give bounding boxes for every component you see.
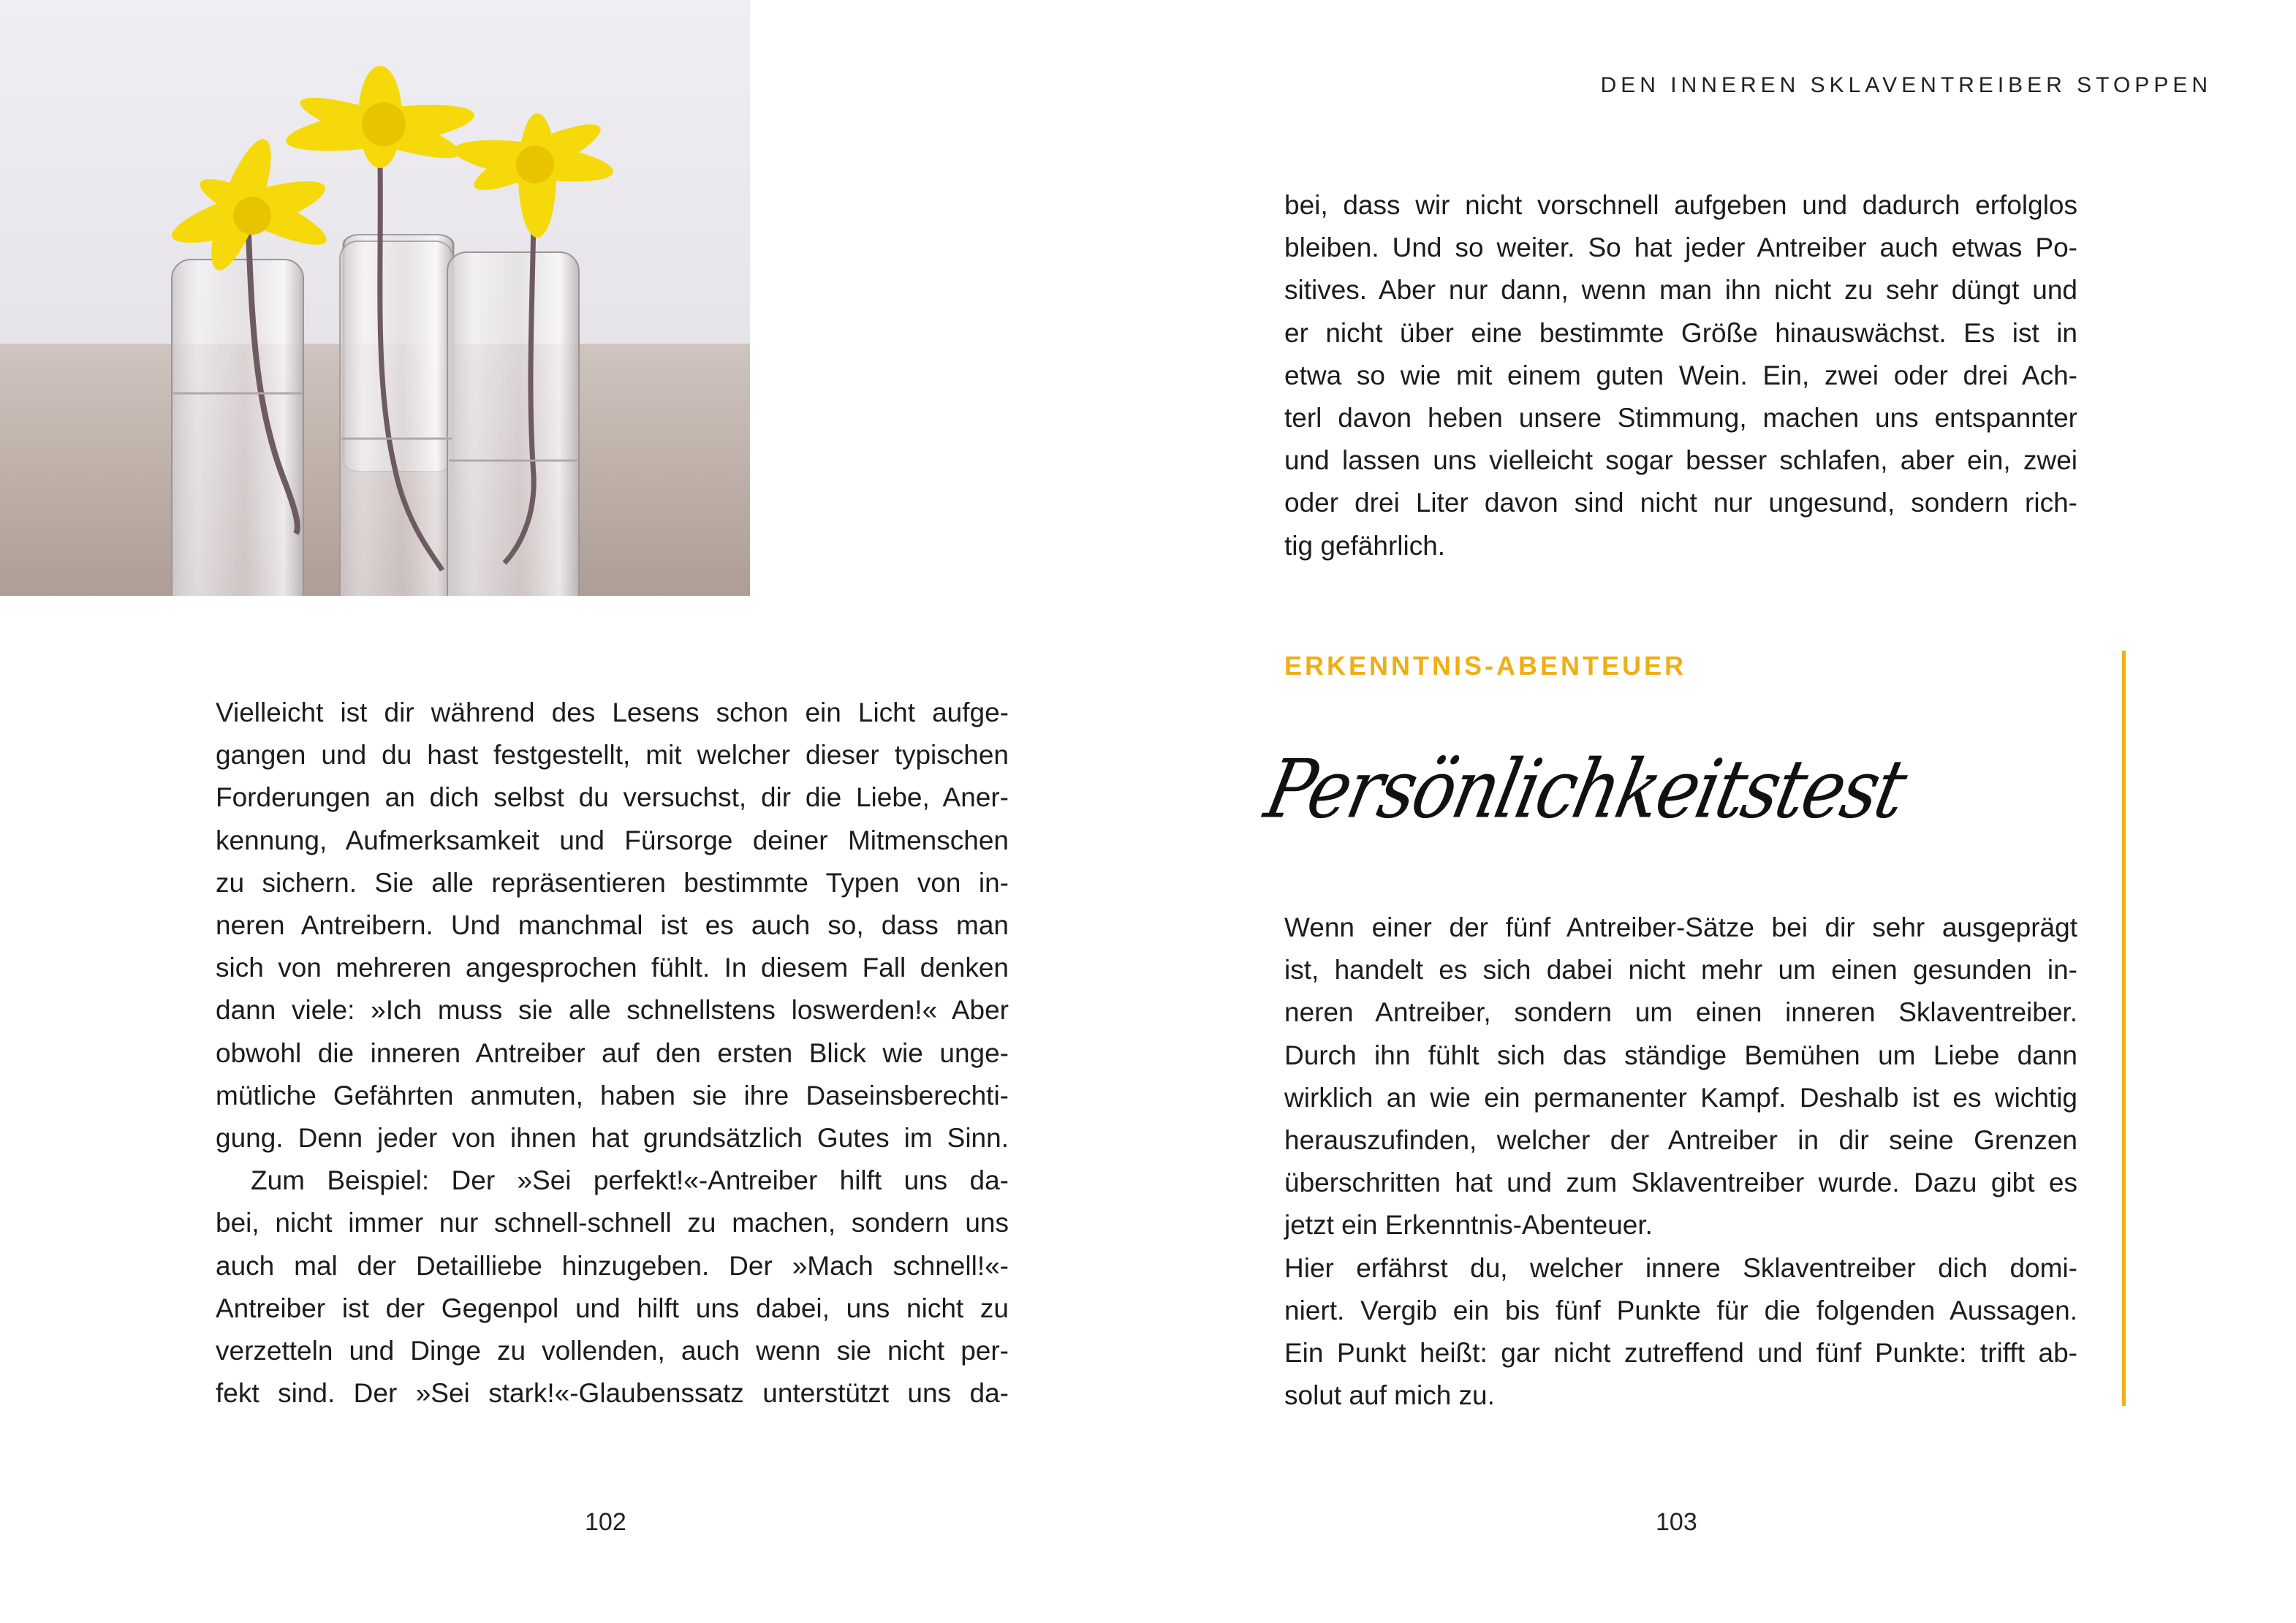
text-line: zu sichern. Sie alle repräsentieren bestimmte Typen von in- <box>216 867 1009 898</box>
text-line: neren Antreiber, sondern um einen inneren Sklaventreiber. <box>1284 997 2077 1028</box>
text-line: Ein Punkt heißt: gar nicht zutreffend und fünf Punkte: trifft ab- <box>1284 1338 2077 1369</box>
text-line: mütliche Gefährten anmuten, haben sie ihre Daseinsberechti- <box>216 1080 1009 1111</box>
text-line: dann viele: »Ich muss sie alle schnellstens loswerden!« Aber <box>216 995 1009 1026</box>
text-line: Zum Beispiel: Der »Sei perfekt!«-Antreiber hilft uns da- <box>251 1165 1009 1196</box>
accent-rule <box>2122 651 2126 1406</box>
paragraph <box>1284 907 2077 1247</box>
text-line: terl davon heben unsere Stimmung, machen uns entspannter <box>1284 403 2077 434</box>
text-line: etwa so wie mit einem guten Wein. Ein, zwei oder drei Ach- <box>1284 360 2077 390</box>
page-number-right: 103 <box>1656 1508 1697 1536</box>
text-line: oder drei Liter davon sind nicht nur ungesund, sondern rich- <box>1284 488 2077 518</box>
text-line: gangen und du hast festgestellt, mit welcher dieser typischen <box>216 740 1009 771</box>
left-page-body <box>216 692 1009 1415</box>
text-line: tig gefährlich. <box>1284 530 1446 561</box>
running-head: DEN INNEREN SKLAVENTREIBER STOPPEN <box>1600 73 2212 97</box>
text-line: Hier erfährst du, welcher innere Sklaventreiber dich domi- <box>1284 1252 2077 1283</box>
text-line: jetzt ein Erkenntnis-Abenteuer. <box>1284 1210 1653 1241</box>
text-line: Wenn einer der fünf Antreiber-Sätze bei dir sehr ausgeprägt <box>1284 912 2077 942</box>
flower-vials-photo <box>0 0 750 596</box>
text-line: Durch ihn fühlt sich das ständige Bemühen um Liebe dann <box>1284 1040 2077 1070</box>
photo-illustration <box>0 0 750 596</box>
paragraph <box>1284 1247 2077 1418</box>
text-line: auch mal der Detailliebe hinzugeben. Der »Mach schnell!«- <box>216 1250 1009 1281</box>
text-line: neren Antreibern. Und manchmal ist es auch so, dass man <box>216 910 1009 941</box>
text-line: ist, handelt es sich dabei nicht mehr um einen gesunden in- <box>1284 955 2077 985</box>
section-title: Persönlichkeitstest <box>1257 742 1913 836</box>
section-kicker: ERKENNTNIS-ABENTEUER <box>1284 651 1687 681</box>
text-line: obwohl die inneren Antreiber auf den ersten Blick wie unge- <box>216 1037 1009 1068</box>
text-line: Antreiber ist der Gegenpol und hilft uns dabei, uns nicht zu <box>216 1293 1009 1323</box>
text-line: verzetteln und Dinge zu vollenden, auch wenn sie nicht per- <box>216 1336 1009 1366</box>
text-line: solut auf mich zu. <box>1284 1380 1495 1411</box>
text-line: Forderungen an dich selbst du versuchst, dir die Liebe, Aner- <box>216 782 1009 813</box>
text-line: kennung, Aufmerksamkeit und Fürsorge deiner Mitmenschen <box>216 825 1009 855</box>
text-line: sitives. Aber nur dann, wenn man ihn nicht zu sehr düngt und <box>1284 275 2077 306</box>
text-line: herauszufinden, welcher der Antreiber in dir seine Grenzen <box>1284 1125 2077 1156</box>
text-line: bleiben. Und so weiter. So hat jeder Antreiber auch etwas Po- <box>1284 232 2077 263</box>
paragraph <box>216 692 1009 1159</box>
page-number-left: 102 <box>585 1508 626 1536</box>
text-line: bei, nicht immer nur schnell-schnell zu machen, sondern uns <box>216 1208 1009 1238</box>
text-line: Vielleicht ist dir während des Lesens schon ein Licht aufge- <box>216 697 1009 727</box>
text-line: sich von mehreren angesprochen fühlt. In diesem Fall denken <box>216 953 1009 983</box>
right-page-continuation <box>1284 184 2077 567</box>
paragraph <box>1284 184 2077 567</box>
paragraph <box>216 1159 1009 1415</box>
text-line: bei, dass wir nicht vorschnell aufgeben und dadurch erfolglos <box>1284 190 2077 220</box>
text-line: wirklich an wie ein permanenter Kampf. Deshalb ist es wichtig <box>1284 1082 2077 1113</box>
exercise-body <box>1284 907 2077 1417</box>
text-line: niert. Vergib ein bis fünf Punkte für die folgenden Aussagen. <box>1284 1295 2077 1325</box>
text-line: überschritten hat und zum Sklaventreiber wurde. Dazu gibt es <box>1284 1168 2077 1198</box>
text-line: fekt sind. Der »Sei stark!«-Glaubenssatz unterstützt uns da- <box>216 1378 1009 1409</box>
text-line: gung. Denn jeder von ihnen hat grundsätzlich Gutes im Sinn. <box>216 1123 1009 1154</box>
text-line: und lassen uns vielleicht sogar besser schlafen, aber ein, zwei <box>1284 445 2077 476</box>
text-line: er nicht über eine bestimmte Größe hinauswächst. Es ist in <box>1284 317 2077 348</box>
